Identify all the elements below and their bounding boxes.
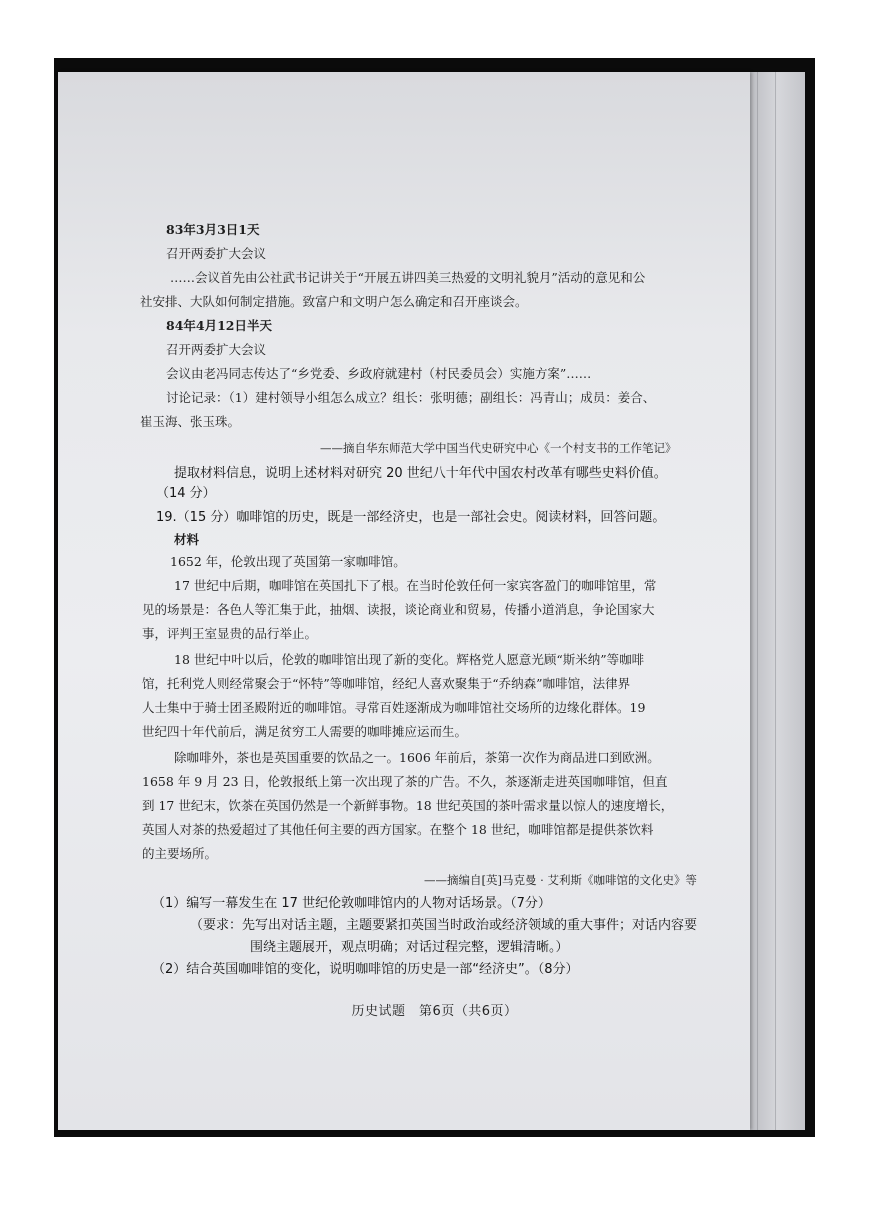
q18-prompt-line1: 提取材料信息，说明上述材料对研究 20 世纪八十年代中国农村改革有哪些史料价值。 (174, 466, 667, 481)
material-p4-line3: 到 17 世纪末，饮茶在英国仍然是一个新鲜事物。18 世纪英国的茶叶需求量以惊人的速度增长， (142, 798, 674, 813)
entry1-text-line1: ……会议首先由公社武书记讲关于“开展五讲四美三热爱的文明礼貌月”活动的意见和公 (170, 270, 646, 285)
material-p4-line2: 1658 年 9 月 23 日，伦敦报纸上第一次出现了茶的广告。不久，茶逐渐走进英国咖啡馆，但直 (142, 774, 668, 789)
material-p3-line4: 世纪四十年代前后，满足贫穷工人需要的咖啡摊应运而生。 (142, 724, 468, 739)
entry1-text-line2: 社安排、大队如何制定措施。致富户和文明户怎么确定和召开座谈会。 (140, 294, 528, 309)
entry2-text: 会议由老冯同志传达了“乡党委、乡政府就建村（村民委员会）实施方案”…… (166, 366, 592, 381)
material-p1: 1652 年，伦敦出现了英国第一家咖啡馆。 (170, 554, 406, 569)
subquestion-1: （1）编写一幕发生在 17 世纪伦敦咖啡馆内的人物对话场景。（7分） (152, 896, 551, 911)
material-p2-line3: 事，评判王室显贵的品行举止。 (142, 626, 318, 641)
material-p4-line5: 的主要场所。 (142, 846, 218, 861)
page-footer: 历史试题 第6页（共6页） (351, 1004, 518, 1019)
material-p3-line2: 馆，托利党人则经常聚会于“怀特”等咖啡馆，经纪人喜欢聚集于“乔纳森”咖啡馆，法律界 (142, 676, 631, 691)
discussion-line2: 崔玉海、张玉珠。 (140, 414, 241, 429)
paper-stack-edge (744, 72, 805, 1130)
entry2-date: 84年4月12日半天 (166, 318, 272, 333)
q18-prompt-line2: （14 分） (156, 486, 216, 501)
requirement-line1: （要求：先写出对话主题，主题要紧扣英国当时政治或经济领域的重大事件；对话内容要 (190, 918, 698, 933)
material-p2-line2: 见的场景是：各色人等汇集于此，抽烟、读报，谈论商业和贸易，传播小道消息，争论国家大 (142, 602, 655, 617)
material-p3-line3: 人士集中于骑士团圣殿附近的咖啡馆。寻常百姓逐渐成为咖啡馆社交场所的边缘化群体。19 (142, 700, 646, 715)
entry1-title: 召开两委扩大会议 (166, 246, 267, 261)
material-label: 材料 (174, 532, 200, 547)
q19-header: 19.（15 分）咖啡馆的历史，既是一部经济史，也是一部社会史。阅读材料，回答问题。 (156, 510, 666, 525)
material-source: ——摘编自[英]马克曼 · 艾利斯《咖啡馆的文化史》等 (424, 873, 697, 887)
material-p3-line1: 18 世纪中叶以后，伦敦的咖啡馆出现了新的变化。辉格党人愿意光顾“斯米纳”等咖啡 (174, 652, 645, 667)
material-p4-line1: 除咖啡外，茶也是英国重要的饮品之一。1606 年前后，茶第一次作为商品进口到欧洲。 (174, 750, 660, 765)
material-p4-line4: 英国人对茶的热爱超过了其他任何主要的西方国家。在整个 18 世纪，咖啡馆都是提供茶饮料 (142, 822, 654, 837)
entry2-title: 召开两委扩大会议 (166, 342, 267, 357)
discussion-line1: 讨论记录：（1）建村领导小组怎么成立？组长：张明德；副组长：冯青山；成员：姜合、 (166, 390, 656, 405)
notebook-source: ——摘自华东师范大学中国当代史研究中心《一个村支书的工作笔记》 (320, 441, 677, 455)
requirement-line2: 围绕主题展开，观点明确；对话过程完整，逻辑清晰。） (250, 940, 569, 955)
subquestion-2: （2）结合英国咖啡馆的变化，说明咖啡馆的历史是一部“经济史”。（8分） (152, 962, 579, 977)
entry1-date: 83年3月3日1天 (166, 222, 260, 237)
material-p2-line1: 17 世纪中后期，咖啡馆在英国扎下了根。在当时伦敦任何一家宾客盈门的咖啡馆里，常 (174, 578, 657, 593)
